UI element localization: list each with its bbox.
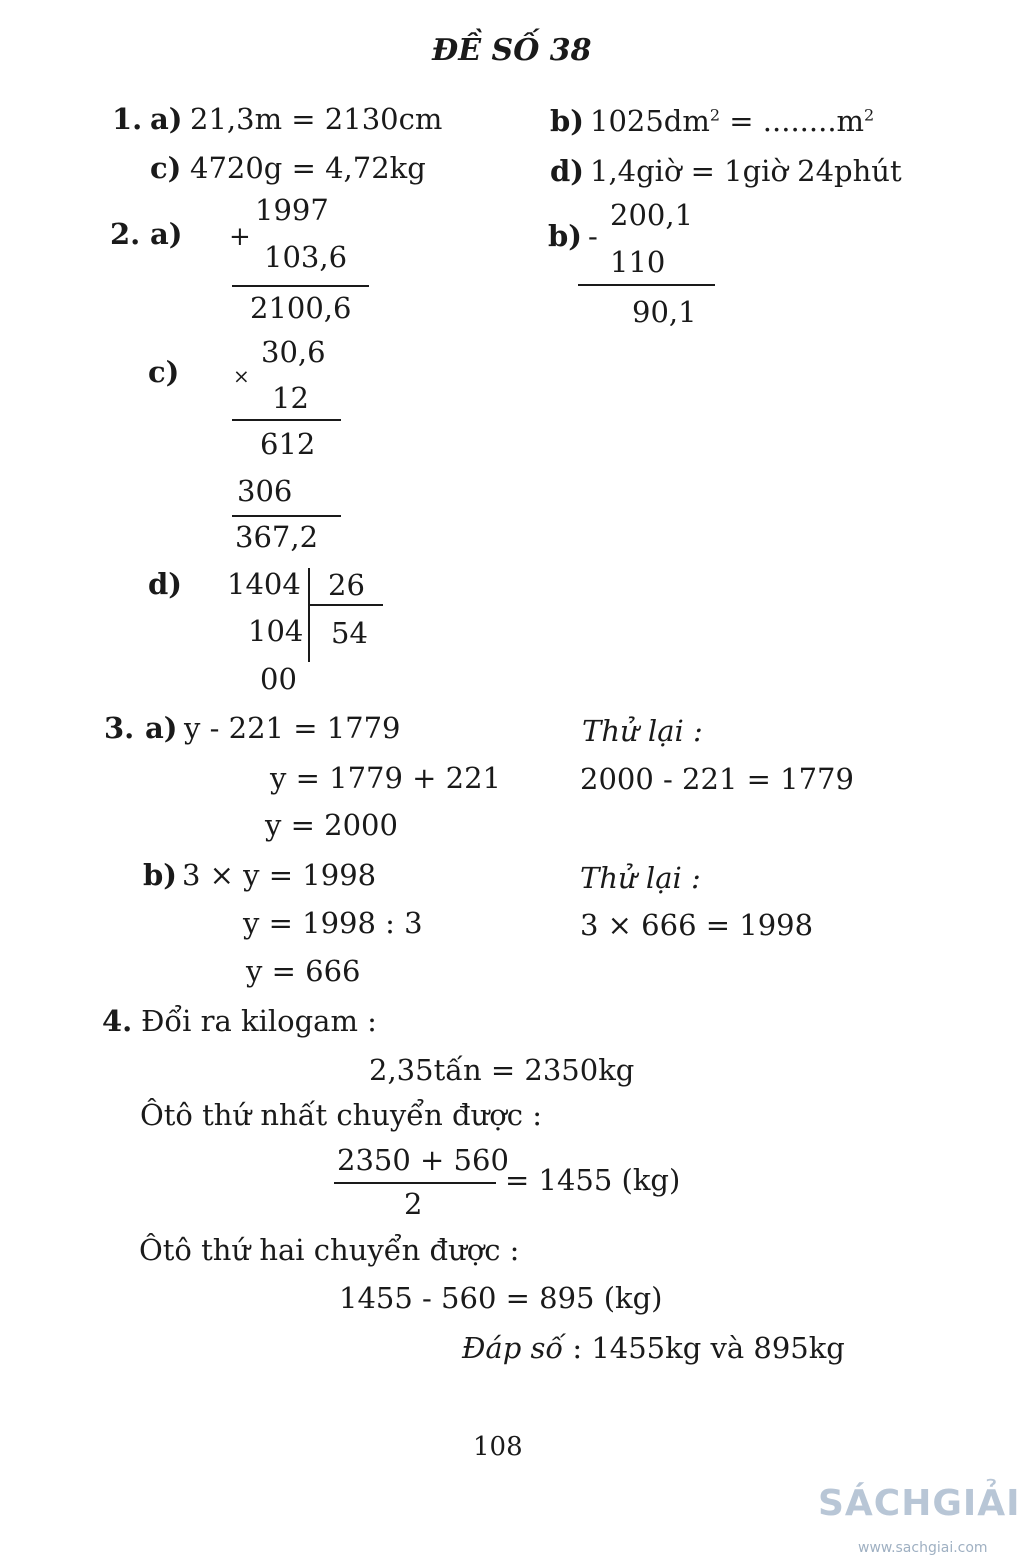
part-a-label: a) (145, 711, 178, 745)
part-c-text: 4720g = 4,72kg (190, 151, 426, 185)
check-a-title: Thử lại : (582, 714, 703, 748)
part-a-label: a) (150, 217, 183, 251)
plus-sign: + (229, 222, 251, 252)
part-a-line-1: y - 221 = 1779 (184, 711, 401, 745)
part-a-text: 21,3m = 2130cm (190, 102, 443, 136)
division-horizontal-line (308, 604, 383, 606)
factor-2: 12 (272, 381, 309, 415)
part-b-line-3: y = 666 (246, 954, 361, 988)
fraction-result: = 1455 (kg) (505, 1163, 681, 1197)
watermark-logo-text: SÁCHGIẢI (818, 1483, 1021, 1524)
product-result: 367,2 (235, 520, 319, 554)
difference-result: 90,1 (632, 295, 697, 329)
partial-product-1: 612 (260, 427, 316, 461)
minuend: 200,1 (610, 198, 694, 232)
division-vertical-line (308, 568, 310, 662)
part-c-label: c) (148, 355, 180, 389)
subtrahend: 110 (610, 245, 666, 279)
addend-1: 1997 (255, 193, 329, 227)
partial-product-2: 306 (237, 474, 293, 508)
part-b-line-1: 3 × y = 1998 (182, 858, 377, 892)
page-title: ĐỀ SỐ 38 (432, 33, 592, 68)
car-2-heading: Ôtô thứ hai chuyển được : (139, 1233, 520, 1267)
times-sign: × (233, 364, 250, 388)
check-b-title: Thử lại : (580, 861, 701, 895)
part-b-label: b) (550, 104, 584, 138)
part-b-text: $1025dm^2 = ........m^2$ (590, 104, 875, 138)
question-number: 4. (102, 1004, 133, 1038)
page-number: 108 (473, 1432, 523, 1462)
question-number: 3. (104, 711, 135, 745)
minus-sign: - (588, 219, 598, 253)
part-b-label: b) (548, 219, 582, 253)
fraction-numerator: 2350 + 560 (337, 1143, 509, 1177)
dividend: 1404 (227, 567, 301, 601)
part-a-line-2: y = 1779 + 221 (270, 761, 502, 795)
check-a-calc: 2000 - 221 = 1779 (580, 762, 854, 796)
unit-conversion: 2,35tấn = 2350kg (369, 1053, 635, 1087)
part-d-label: d) (550, 154, 584, 188)
sum-line (232, 285, 369, 287)
car-2-calc: 1455 - 560 = 895 (kg) (339, 1281, 663, 1315)
part-c-label: c) (150, 151, 182, 185)
addend-2: 103,6 (264, 240, 348, 274)
part-d-text: 1,4giờ = 1giờ 24phút (590, 154, 902, 188)
remainder-1: 104 (248, 614, 304, 648)
factor-1: 30,6 (261, 335, 326, 369)
product-line-2 (232, 515, 341, 517)
part-a-label: a) (150, 102, 183, 136)
remainder-2: 00 (260, 662, 297, 696)
quotient: 54 (331, 616, 368, 650)
watermark-url: www.sachgiai.com (858, 1540, 988, 1556)
part-b-line-2: y = 1998 : 3 (243, 906, 423, 940)
check-b-calc: 3 × 666 = 1998 (580, 908, 814, 942)
difference-line (578, 284, 715, 286)
part-d-label: d) (148, 567, 182, 601)
question-number: 2. (110, 217, 141, 251)
fraction-bar (334, 1182, 496, 1184)
product-line-1 (232, 419, 341, 421)
question-intro: Đổi ra kilogam : (141, 1004, 377, 1038)
part-a-line-3: y = 2000 (265, 808, 398, 842)
divisor: 26 (328, 568, 365, 602)
car-1-heading: Ôtô thứ nhất chuyển được : (140, 1098, 542, 1132)
final-answer: Đáp số : 1455kg và 895kg (462, 1331, 845, 1365)
part-b-label: b) (143, 858, 177, 892)
sum-result: 2100,6 (250, 291, 352, 325)
fraction-denominator: 2 (404, 1187, 423, 1221)
question-number: 1. (112, 102, 143, 136)
